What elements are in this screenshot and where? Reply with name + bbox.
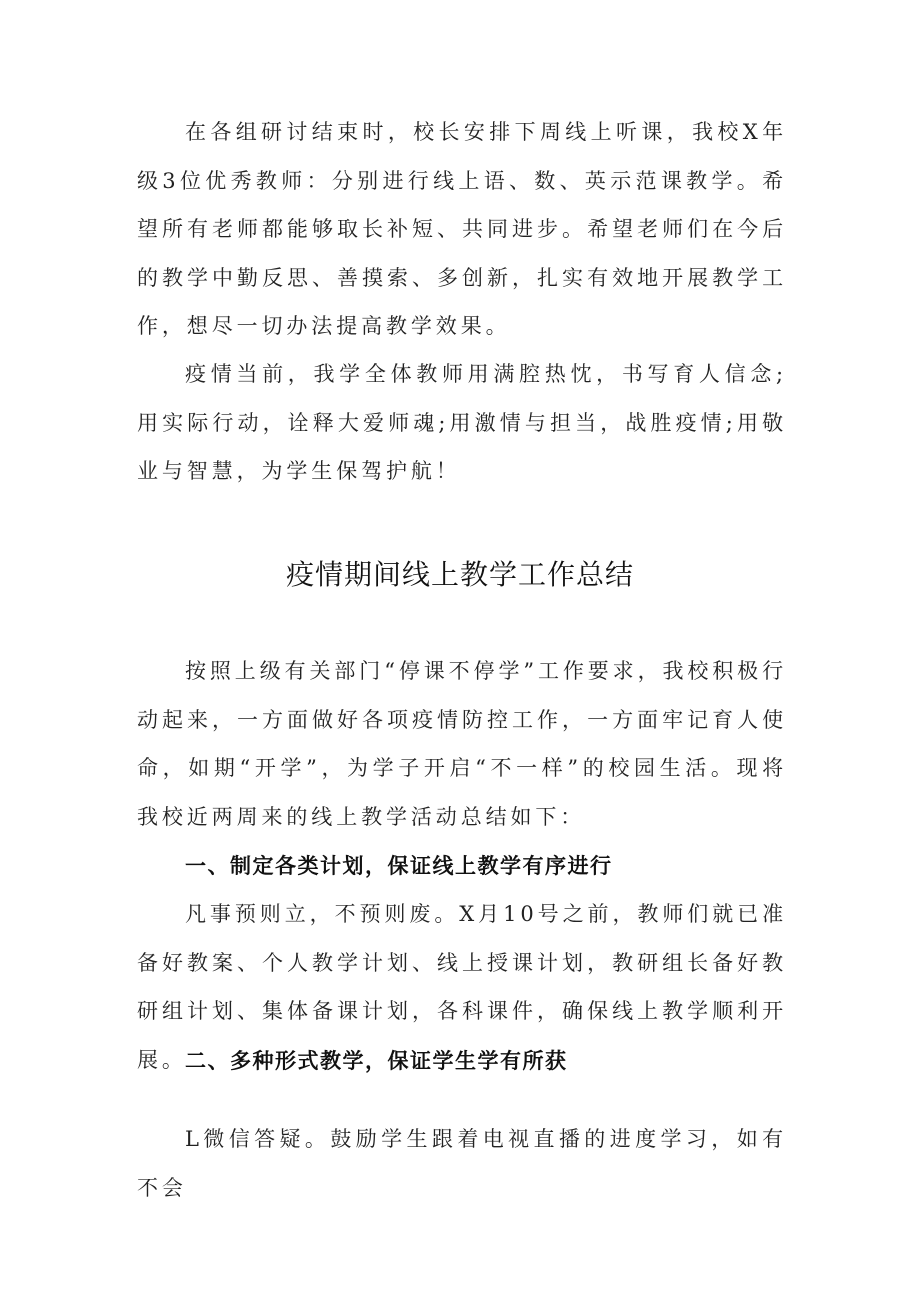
section-heading-2: 二、多种形式教学，保证学生学有所获: [185, 1049, 568, 1073]
document-title: 疫情期间线上教学工作总结: [285, 558, 634, 591]
paragraph-section-2-item-1: L微信答疑。鼓励学生跟着电视直播的进度学习，如有不会: [137, 1127, 787, 1200]
paragraph-section-1: 凡事预则立，不预则废。X月10号之前，教师们就已准备好教案、个人教学计划、线上授课计划，教研组长备好教研组计划、集体备课计划，各科课件，确保线上教学顺利开展。: [137, 902, 787, 1072]
paragraph-intro: 按照上级有关部门“停课不停学”工作要求，我校积极行动起来，一方面做好各项疫情防控工作，一方面牢记育人使命，如期“开学”，为学子开启“不一样”的校园生活。现将我校近两周来的线上教学活动总结如下：: [137, 659, 787, 829]
section-heading-1: 一、制定各类计划，保证线上教学有序进行: [185, 854, 613, 878]
paragraph-lesson-plan: 在各组研讨结束时，校长安排下周线上听课，我校X年级3位优秀教师：分别进行线上语、数、英示范课教学。希望所有老师都能够取长补短、共同进步。希望老师们在今后的教学中勤反思、善摸索、多创新，扎实有效地开展教学工作，想尽一切办法提高教学效果。: [137, 120, 787, 339]
paragraph-teacher-dedication: 疫情当前，我学全体教师用满腔热忱，书写育人信念;用实际行动，诠释大爱师魂;用激情与担当，战胜疫情;用敬业与智慧，为学生保驾护航！: [137, 362, 787, 484]
